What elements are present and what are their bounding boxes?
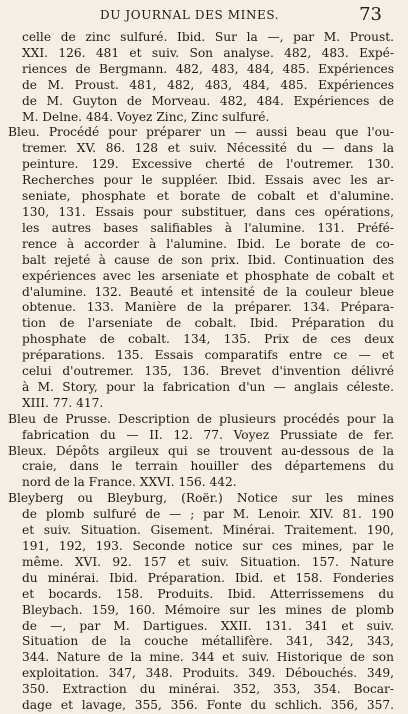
page-number: 73 [359, 4, 382, 25]
text-line: Bleu de Prusse. Description de plusieurs procédés pour la [8, 411, 394, 426]
text-line: de —, par M. Dartigues. XXII. 131. 341 et suiv. [22, 618, 394, 633]
text-line: celle de zinc sulfuré. Ibid. Sur la —, par M. Proust. [22, 30, 394, 44]
text-line: craie, dans le terrain houiller des départemens du [22, 459, 394, 474]
text-line: du minérai. Ibid. Préparation. Ibid. et 158. Fonderies [22, 570, 394, 585]
page-header [0, 4, 408, 26]
text-line: Recherches pour le suppléer. Ibid. Essais avec les ar- [22, 173, 394, 188]
text-line: obtenue. 133. Manière de la préparer. 134. Prépara- [22, 300, 394, 315]
text-line: phosphate de cobalt. 134, 135. Prix de ces deux [22, 332, 394, 347]
text-line: XXI. 126. 481 et suiv. Son analyse. 482, 483. Expé- [22, 45, 394, 60]
text-line: expériences avec les arseniate et phosphate de cobalt et [22, 268, 394, 283]
text-line: Bleu. Procédé pour préparer un — aussi beau que l'ou- [8, 125, 394, 140]
text-line: à M. Story, pour la fabrication d'un — anglais céleste. [22, 379, 394, 394]
text-line: XIII. 77. 417. [22, 395, 104, 410]
text-line: peinture. 129. Excessive cherté de l'outremer. 130. [22, 157, 394, 172]
text-line: rence à accorder à l'alumine. Ibid. Le borate de co- [22, 236, 394, 251]
text-line: 191, 192, 193. Seconde notice sur ces mines, par le [22, 539, 394, 553]
index-text-block [8, 30, 394, 714]
text-line: 350. Extraction du minérai. 352, 353, 354. Bocar- [22, 682, 394, 697]
text-line: 130, 131. Essais pour substituer, dans ces opérations, [22, 204, 394, 219]
text-line: les autres bases salifiables à l'alumine. 131. Préfé- [22, 220, 394, 235]
text-line: Bleybach. 159, 160. Mémoire sur les mines de plomb [22, 602, 394, 617]
text-line: préparations. 135. Essais comparatifs entre ce — et [22, 348, 394, 363]
text-line: exploitation. 347, 348. Produits. 349. Débouchés. 349, [22, 666, 394, 681]
text-line: tremer. XV. 86. 128 et suiv. Nécessité du — dans la [22, 141, 394, 156]
text-line: fabrication du — II. 12. 77. Voyez Prussiate de fer. [22, 427, 394, 442]
text-line: balt rejeté à cause de son prix. Ibid. Continuation des [22, 252, 394, 267]
text-line: riences de Bergmann. 482, 483, 484, 485. Expériences [22, 61, 394, 76]
text-line: Situation de la couche métallifère. 341, 342, 343, [22, 634, 394, 649]
text-line: nord de la France. XXVI. 156. 442. [22, 475, 237, 490]
text-line: de plomb sulfuré de — ; par M. Lenoir. XIV. 81. 190 [22, 507, 394, 522]
running-title: DU JOURNAL DES MINES. [100, 8, 280, 22]
text-line: seniate, phosphate et borate de cobalt et d'alumine. [22, 189, 394, 204]
text-line: d'alumine. 132. Beauté et intensité de la couleur bleue [22, 284, 394, 299]
text-line: M. Delne. 484. Voyez Zinc, Zinc sulfuré. [22, 109, 270, 124]
text-line: tion de l'arseniate de cobalt. Ibid. Préparation du [22, 316, 394, 331]
text-line: de M. Guyton de Morveau. 482, 484. Expériences de [22, 93, 394, 108]
text-line: même. XVI. 92. 157 et suiv. Situation. 157. Nature [22, 554, 394, 569]
text-line: et bocards. 158. Produits. Ibid. Atterrissemens du [22, 586, 394, 601]
text-line: Bleux. Dépôts argileux qui se trouvent au-dessous de la [8, 443, 394, 458]
text-line: celui d'outremer. 135, 136. Brevet d'invention délivré [22, 364, 394, 379]
text-line: de M. Proust. 481, 482, 483, 484, 485. Expériences [22, 77, 394, 92]
text-line: et suiv. Situation. Gisement. Minérai. Traitement. 190, [22, 523, 394, 538]
text-line: dage et lavage, 355, 356. Fonte du schlich. 356, 357. [22, 698, 394, 713]
text-line: Bleyberg ou Bleyburg, (Roër.) Notice sur les mines [8, 491, 394, 506]
text-line: 344. Nature de la mine. 344 et suiv. Historique de son [22, 650, 394, 665]
